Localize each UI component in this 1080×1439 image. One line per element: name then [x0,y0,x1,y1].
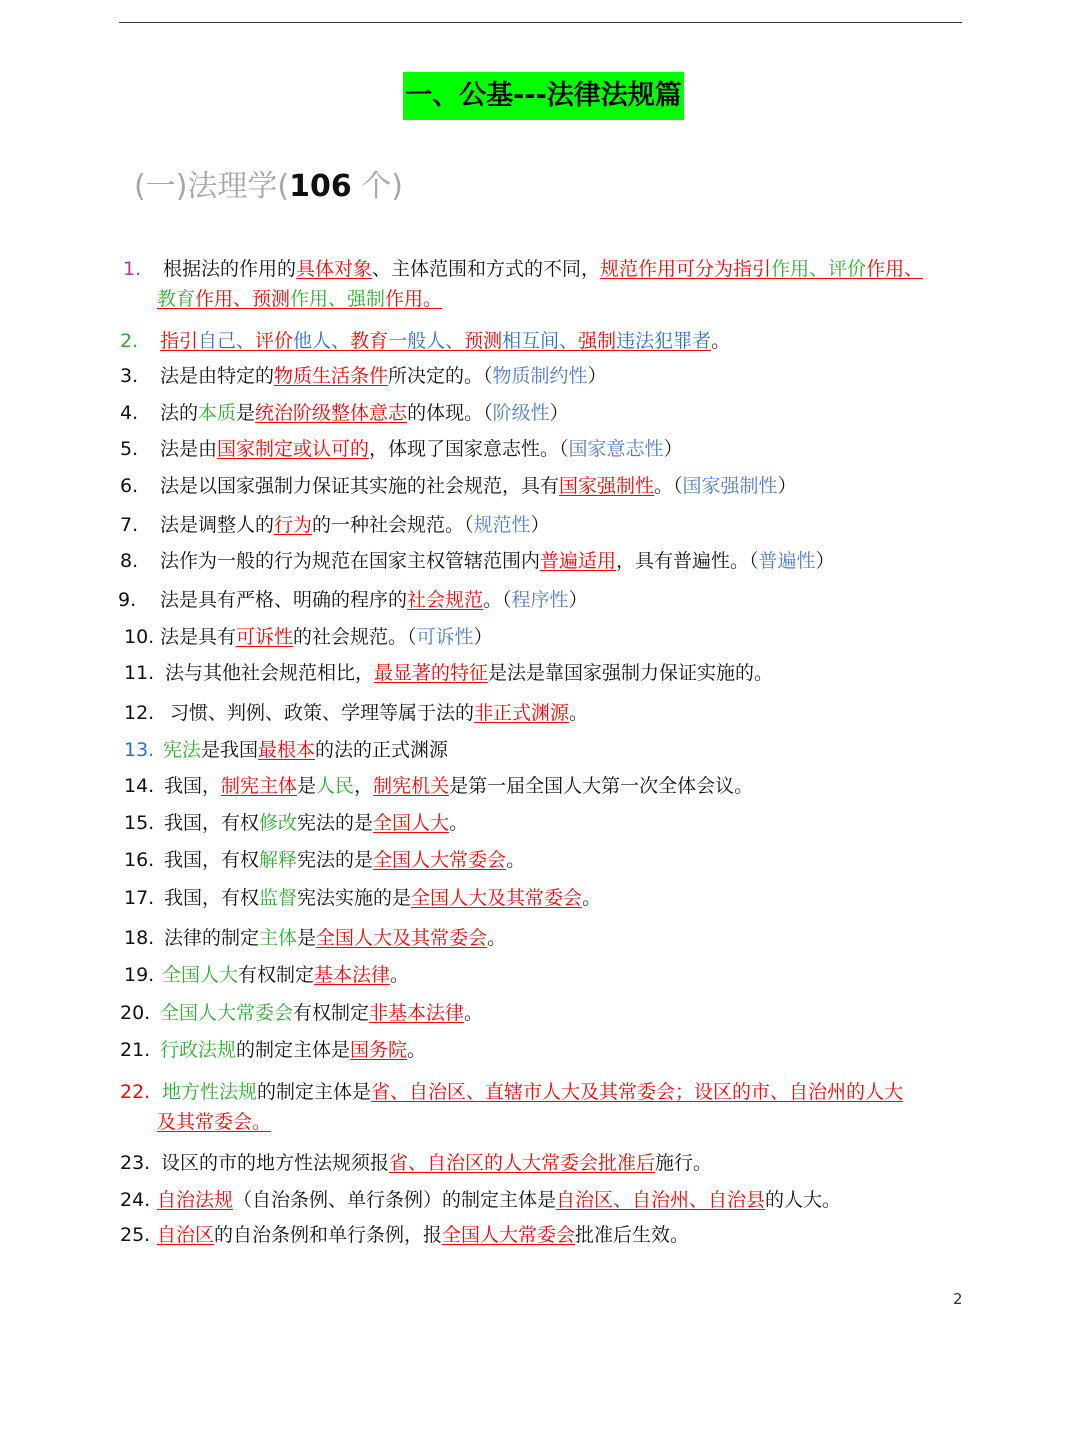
text-segment: 是 [236,402,256,424]
text-segment: 的一种社会规范。（ [312,514,474,536]
text-segment: 法作为一般的行为规范在国家主权管辖范围内 [160,550,541,572]
text-segment: 全国人大常委会 [373,849,507,871]
item-number: 16. [124,849,155,871]
item-line [160,546,835,576]
text-segment: 主体 [259,927,298,949]
text-segment: 有权制定 [238,964,315,986]
text-segment: 、主体范围和方式的不同， [372,258,601,280]
item-number: 9. [118,589,137,611]
item-line [170,698,588,728]
text-segment: 最根本 [258,739,316,761]
item-number: 12. [124,702,155,724]
item-line [164,771,753,801]
text-segment: 强制 [578,330,617,352]
text-segment: 非基本法律 [369,1002,465,1024]
text-segment: 。 [569,702,589,724]
text-segment: ） [549,402,569,424]
text-segment: 宪法的是 [297,812,374,834]
text-segment: 制宪主体 [221,775,298,797]
item-line [163,254,923,284]
text-segment: 的人大。 [765,1189,842,1211]
text-segment: 。 [582,887,602,909]
text-segment: 物质生活条件 [274,365,389,387]
page-title: 一、公基---法律法规篇 [403,72,684,120]
item-line [165,658,773,688]
item-line [164,883,601,913]
item-line [160,361,607,391]
text-segment: 的制定主体是 [236,1039,351,1061]
text-segment: 法与其他社会规范相比， [165,662,375,684]
text-segment: 国务院 [350,1039,408,1061]
text-segment: 具体对象 [296,258,373,280]
item-line [162,1077,903,1107]
text-segment: 作用、 [866,258,924,280]
text-segment: 国家强制性 [682,475,778,497]
text-segment: 法是由特定的 [160,365,275,387]
text-segment: 根据法的作用的 [163,258,297,280]
section-count: 106 [289,169,352,204]
text-segment: ） [568,589,588,611]
text-segment: 最显著的特征 [374,662,489,684]
text-segment: 我国， [164,775,222,797]
item-number: 22. [120,1081,151,1103]
text-segment: 宪法实施的是 [297,887,412,909]
text-segment: 法律的制定 [164,927,260,949]
text-segment: 法是具有 [160,626,237,648]
item-line [163,735,448,765]
text-segment: 评价 [255,330,294,352]
text-segment: 国家意志性 [568,438,664,460]
item-line [164,845,525,875]
text-segment: 有权制定 [293,1002,370,1024]
item-line [160,434,683,464]
text-segment: ，体现了国家意志性。（ [369,438,569,460]
text-segment: ， [354,775,374,797]
text-segment: 是法是靠国家强制力保证实施的。 [488,662,774,684]
text-segment: 省、自治区的人大常委会批准后 [389,1152,656,1174]
text-segment: 法是以国家强制力保证其实施的社会规范，具有 [160,475,560,497]
text-segment: 的体现。（ [407,402,493,424]
item-number: 1. [123,258,142,280]
text-segment: ） [663,438,683,460]
item-number: 8. [120,550,139,572]
text-segment: 我国，有权 [164,887,260,909]
item-line [157,284,442,314]
text-segment: 全国人大常委会 [442,1224,576,1246]
text-segment: 规范作用可分为指引 [600,258,772,280]
item-number: 6. [120,475,139,497]
item-number: 3. [120,365,139,387]
text-segment: 本质 [198,402,237,424]
item-number: 13. [124,739,155,761]
text-segment: 违法犯罪者 [616,330,712,352]
item-number: 15. [124,812,155,834]
text-segment: 的制定主体是 [257,1081,372,1103]
text-segment: 批准后生效。 [575,1224,690,1246]
text-segment: 的法的正式渊源 [315,739,449,761]
text-segment: 行为 [274,514,313,536]
text-segment: 教育 [157,288,196,310]
item-line [160,510,550,540]
item-line [160,998,483,1028]
text-segment: 是 [297,775,317,797]
text-segment: 法是由 [160,438,218,460]
text-segment: 全国人大 [373,812,450,834]
text-segment: 。 [449,812,469,834]
text-segment: 行政法规 [160,1039,237,1061]
text-segment: （自治条例、单行条例）的制定主体是 [233,1189,557,1211]
item-line [160,622,493,652]
item-number: 2. [120,330,139,352]
text-segment: 全国人大 [162,964,239,986]
item-line [162,960,409,990]
text-segment: 普遍性 [758,550,816,572]
item-number: 5. [120,438,139,460]
text-segment: 基本法律 [314,964,391,986]
text-segment: 规范性 [473,514,531,536]
item-line [157,1185,841,1215]
text-segment: 施行。 [655,1152,713,1174]
text-segment: 自己、 [198,330,256,352]
text-segment: 所决定的。（ [388,365,493,387]
text-segment: 。 [407,1039,427,1061]
text-segment: 国家强制性 [559,475,655,497]
text-segment: 作用、评价 [771,258,867,280]
text-segment: ，具有普遍性。（ [616,550,759,572]
text-segment: 制宪机关 [373,775,450,797]
text-segment: ） [587,365,607,387]
text-segment: 社会规范 [407,589,484,611]
text-segment: 全国人大及其常委会 [411,887,583,909]
text-segment: 。（ [483,589,512,611]
item-number: 24. [120,1189,151,1211]
text-segment: 的自治条例和单行条例，报 [214,1224,443,1246]
item-line [160,1035,426,1065]
page-number: 2 [953,1290,963,1308]
text-segment: 自治区、自治州、自治县 [556,1189,766,1211]
text-segment: 。（ [654,475,683,497]
text-segment: 法是调整人的 [160,514,275,536]
text-segment: 阶级性 [492,402,550,424]
item-line [160,326,730,356]
item-line [157,1220,689,1250]
item-number: 4. [120,402,139,424]
section-heading [134,165,403,209]
text-segment: 。 [711,330,731,352]
text-segment: 地方性法规 [162,1081,258,1103]
item-number: 25. [120,1224,151,1246]
text-segment: 宪法的是 [297,849,374,871]
text-segment: 是第一届全国人大第一次全体会议。 [449,775,754,797]
text-segment: 监督 [259,887,298,909]
item-number: 17. [124,887,155,909]
text-segment: 设区的市的地方性法规须报 [161,1152,390,1174]
text-segment: 普遍适用 [540,550,617,572]
text-segment: 物质制约性 [492,365,588,387]
text-segment: 作用、预测 [195,288,291,310]
text-segment: 。 [506,849,526,871]
item-number: 19. [124,964,155,986]
text-segment: 。 [464,1002,484,1024]
item-line [164,808,468,838]
text-segment: 全国人大常委会 [160,1002,294,1024]
text-segment: 程序性 [511,589,569,611]
item-number: 11. [124,662,155,684]
text-segment: 作用。 [385,288,443,310]
item-number: 14. [124,775,155,797]
text-segment: 习惯、判例、政策、学理等属于法的 [170,702,475,724]
text-segment: 作用、强制 [290,288,386,310]
text-segment: 相互间、 [502,330,579,352]
text-segment: ） [815,550,835,572]
text-segment: 宪法 [163,739,202,761]
text-segment: 省、自治区、直辖市人大及其常委会；设区的市、自治州的人大 [371,1081,904,1103]
text-segment: 教育 [350,330,389,352]
item-number: 18. [124,927,155,949]
text-segment: 预测 [464,330,503,352]
item-number: 21. [120,1039,151,1061]
item-line [161,1148,712,1178]
text-segment: 法是具有严格、明确的程序的 [160,589,408,611]
item-number: 10. [124,626,155,648]
text-segment: ） [473,626,493,648]
text-segment: 可诉性 [236,626,294,648]
section-label: (一)法理学( [134,169,290,204]
text-segment: 可诉性 [416,626,474,648]
text-segment: 国家制定或认可的 [217,438,370,460]
section-unit: 个) [351,169,403,204]
item-number: 23. [120,1152,151,1174]
header-rule [119,22,962,23]
text-segment: 是 [297,927,317,949]
text-segment: 自治法规 [157,1189,234,1211]
text-segment: 。 [487,927,507,949]
item-line [160,585,588,615]
text-segment: 解释 [259,849,298,871]
text-segment: 的社会规范。（ [293,626,417,648]
text-segment: 他人、 [293,330,351,352]
text-segment: 全国人大及其常委会 [316,927,488,949]
item-line [164,923,506,953]
text-segment: 指引 [160,330,199,352]
text-segment: 修改 [259,812,298,834]
item-line [157,1107,271,1137]
text-segment: ） [530,514,550,536]
text-segment: 一般人、 [388,330,465,352]
text-segment: ） [777,475,797,497]
text-segment: 非正式渊源 [474,702,570,724]
item-number: 20. [120,1002,151,1024]
text-segment: 统治阶级整体意志 [255,402,408,424]
text-segment: 我国，有权 [164,849,260,871]
text-segment: 法的 [160,402,199,424]
item-line [160,471,797,501]
text-segment: 及其常委会。 [157,1111,272,1133]
item-line [160,398,569,428]
text-segment: 我国，有权 [164,812,260,834]
text-segment: 。 [390,964,410,986]
item-number: 7. [120,514,139,536]
text-segment: 是我国 [201,739,259,761]
text-segment: 人民 [316,775,355,797]
text-segment: 自治区 [157,1224,215,1246]
